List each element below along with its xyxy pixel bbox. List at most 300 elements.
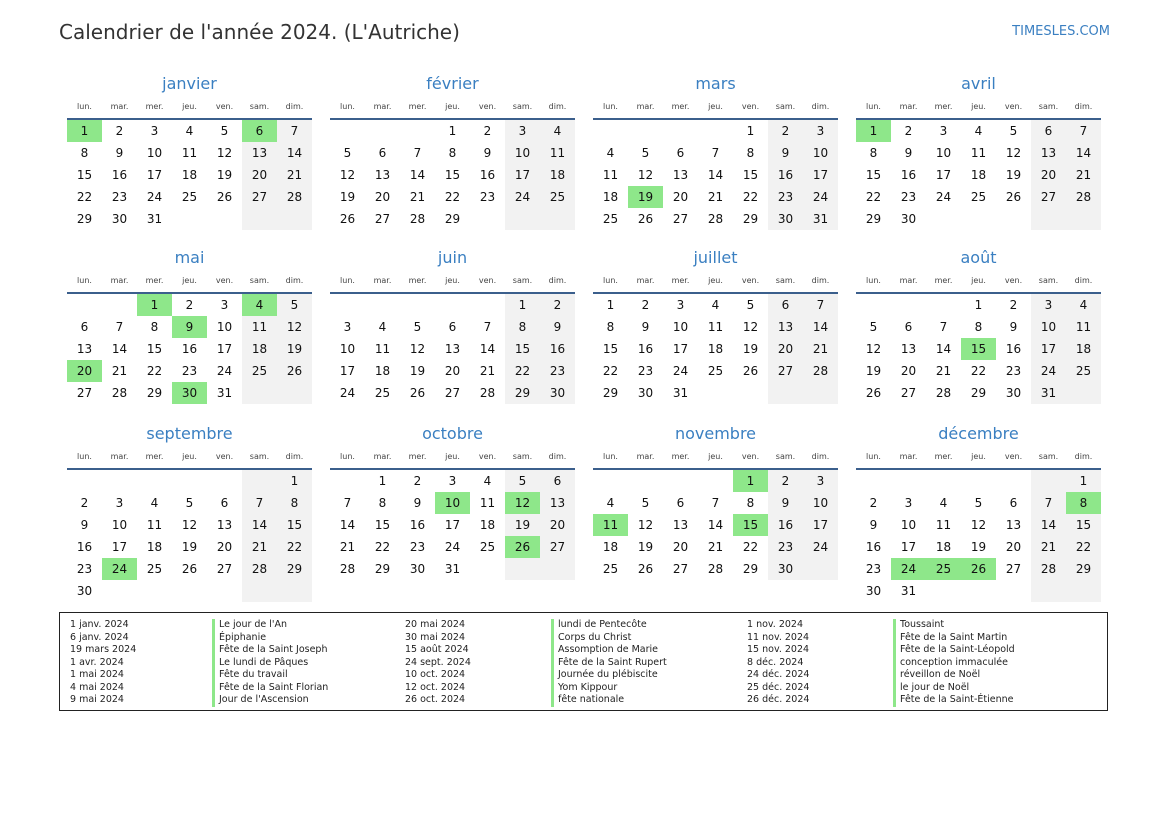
calendar-day[interactable]: 20 (900, 364, 917, 378)
calendar-day[interactable]: 30 (900, 212, 917, 226)
calendar-day[interactable]: 30 (1005, 386, 1022, 400)
calendar-day[interactable]: 20 (768, 338, 803, 360)
calendar-day[interactable]: 22 (374, 540, 391, 554)
calendar-day[interactable]: 13 (900, 342, 917, 356)
calendar-day[interactable]: 16 (637, 342, 654, 356)
calendar-day[interactable]: 14 (935, 342, 952, 356)
calendar-day[interactable]: 12 (409, 342, 426, 356)
holiday-day[interactable]: 9 (172, 316, 207, 338)
holiday-day[interactable]: 1 (137, 294, 172, 316)
calendar-day[interactable]: 9 (80, 518, 89, 532)
calendar-day[interactable]: 18 (374, 364, 391, 378)
holiday-day[interactable]: 24 (891, 558, 926, 580)
calendar-day[interactable]: 13 (242, 142, 277, 164)
calendar-day[interactable]: 9 (115, 146, 124, 160)
calendar-day[interactable]: 22 (742, 540, 759, 554)
calendar-day[interactable]: 15 (444, 168, 461, 182)
calendar-day[interactable]: 31 (900, 584, 917, 598)
calendar-day[interactable]: 3 (448, 474, 457, 488)
calendar-day[interactable]: 11 (1066, 316, 1101, 338)
calendar-day[interactable]: 1 (746, 124, 755, 138)
calendar-day[interactable]: 3 (505, 120, 540, 142)
calendar-day[interactable]: 29 (505, 382, 540, 404)
calendar-day[interactable]: 25 (242, 360, 277, 382)
calendar-day[interactable]: 14 (409, 168, 426, 182)
calendar-day[interactable]: 20 (1005, 540, 1022, 554)
calendar-day[interactable]: 23 (637, 364, 654, 378)
calendar-day[interactable]: 21 (111, 364, 128, 378)
calendar-day[interactable]: 15 (374, 518, 391, 532)
calendar-day[interactable]: 23 (900, 190, 917, 204)
holiday-day[interactable]: 30 (172, 382, 207, 404)
calendar-day[interactable]: 19 (505, 514, 540, 536)
calendar-day[interactable]: 13 (374, 168, 391, 182)
calendar-day[interactable]: 6 (378, 146, 387, 160)
calendar-day[interactable]: 7 (483, 320, 492, 334)
calendar-day[interactable]: 24 (935, 190, 952, 204)
calendar-day[interactable]: 2 (115, 124, 124, 138)
calendar-day[interactable]: 4 (606, 496, 615, 510)
calendar-day[interactable]: 29 (865, 212, 882, 226)
holiday-day[interactable]: 25 (926, 558, 961, 580)
calendar-day[interactable]: 16 (1005, 342, 1022, 356)
calendar-day[interactable]: 19 (865, 364, 882, 378)
calendar-day[interactable]: 11 (970, 146, 987, 160)
calendar-day[interactable]: 22 (444, 190, 461, 204)
calendar-day[interactable]: 10 (339, 342, 356, 356)
calendar-day[interactable]: 9 (413, 496, 422, 510)
calendar-day[interactable]: 17 (900, 540, 917, 554)
calendar-day[interactable]: 24 (505, 186, 540, 208)
calendar-day[interactable]: 29 (277, 558, 312, 580)
calendar-day[interactable]: 22 (277, 536, 312, 558)
calendar-day[interactable]: 26 (865, 386, 882, 400)
calendar-day[interactable]: 31 (216, 386, 233, 400)
calendar-day[interactable]: 28 (707, 212, 724, 226)
calendar-day[interactable]: 3 (904, 496, 913, 510)
holiday-day[interactable]: 15 (961, 338, 996, 360)
calendar-day[interactable]: 18 (970, 168, 987, 182)
calendar-day[interactable]: 5 (277, 294, 312, 316)
calendar-day[interactable]: 4 (483, 474, 492, 488)
calendar-day[interactable]: 14 (242, 514, 277, 536)
calendar-day[interactable]: 17 (339, 364, 356, 378)
calendar-day[interactable]: 3 (343, 320, 352, 334)
calendar-day[interactable]: 22 (1066, 536, 1101, 558)
calendar-day[interactable]: 19 (216, 168, 233, 182)
calendar-day[interactable]: 10 (803, 492, 838, 514)
calendar-day[interactable]: 26 (181, 562, 198, 576)
calendar-day[interactable]: 12 (865, 342, 882, 356)
calendar-day[interactable]: 19 (742, 342, 759, 356)
calendar-day[interactable]: 10 (111, 518, 128, 532)
calendar-day[interactable]: 14 (1066, 142, 1101, 164)
calendar-day[interactable]: 22 (602, 364, 619, 378)
calendar-day[interactable]: 8 (80, 146, 89, 160)
calendar-day[interactable]: 28 (935, 386, 952, 400)
calendar-day[interactable]: 28 (1031, 558, 1066, 580)
calendar-day[interactable]: 4 (378, 320, 387, 334)
calendar-day[interactable]: 27 (444, 386, 461, 400)
calendar-day[interactable]: 11 (602, 168, 619, 182)
holiday-day[interactable]: 10 (435, 492, 470, 514)
calendar-day[interactable]: 5 (1009, 124, 1018, 138)
calendar-day[interactable]: 6 (904, 320, 913, 334)
calendar-day[interactable]: 30 (76, 584, 93, 598)
calendar-day[interactable]: 16 (900, 168, 917, 182)
calendar-day[interactable]: 17 (146, 168, 163, 182)
calendar-day[interactable]: 28 (707, 562, 724, 576)
calendar-day[interactable]: 12 (637, 168, 654, 182)
calendar-day[interactable]: 10 (672, 320, 689, 334)
calendar-day[interactable]: 30 (768, 208, 803, 230)
calendar-day[interactable]: 28 (242, 558, 277, 580)
calendar-day[interactable]: 15 (146, 342, 163, 356)
holiday-day[interactable]: 8 (1066, 492, 1101, 514)
calendar-day[interactable]: 10 (803, 142, 838, 164)
calendar-day[interactable]: 25 (146, 562, 163, 576)
calendar-day[interactable]: 5 (343, 146, 352, 160)
calendar-day[interactable]: 3 (676, 298, 685, 312)
calendar-day[interactable]: 23 (111, 190, 128, 204)
calendar-day[interactable]: 10 (505, 142, 540, 164)
calendar-day[interactable]: 2 (1009, 298, 1018, 312)
calendar-day[interactable]: 19 (409, 364, 426, 378)
calendar-day[interactable]: 27 (374, 212, 391, 226)
calendar-day[interactable]: 7 (413, 146, 422, 160)
calendar-day[interactable]: 26 (637, 562, 654, 576)
calendar-day[interactable]: 23 (768, 186, 803, 208)
calendar-day[interactable]: 1 (606, 298, 615, 312)
calendar-day[interactable]: 6 (80, 320, 89, 334)
calendar-day[interactable]: 17 (1031, 338, 1066, 360)
calendar-day[interactable]: 12 (339, 168, 356, 182)
calendar-day[interactable]: 22 (865, 190, 882, 204)
calendar-day[interactable]: 15 (505, 338, 540, 360)
calendar-day[interactable]: 14 (339, 518, 356, 532)
holiday-day[interactable]: 26 (505, 536, 540, 558)
calendar-day[interactable]: 2 (641, 298, 650, 312)
calendar-day[interactable]: 16 (409, 518, 426, 532)
calendar-day[interactable]: 21 (1066, 164, 1101, 186)
calendar-day[interactable]: 12 (216, 146, 233, 160)
calendar-day[interactable]: 7 (242, 492, 277, 514)
calendar-day[interactable]: 16 (540, 338, 575, 360)
calendar-day[interactable]: 13 (216, 518, 233, 532)
calendar-day[interactable]: 11 (935, 518, 952, 532)
calendar-day[interactable]: 7 (803, 294, 838, 316)
calendar-day[interactable]: 27 (76, 386, 93, 400)
calendar-day[interactable]: 18 (242, 338, 277, 360)
site-link[interactable]: TIMESLES.COM (1012, 24, 1110, 39)
holiday-day[interactable]: 1 (856, 120, 891, 142)
calendar-day[interactable]: 25 (540, 186, 575, 208)
calendar-day[interactable]: 19 (181, 540, 198, 554)
calendar-day[interactable]: 15 (865, 168, 882, 182)
holiday-day[interactable]: 20 (67, 360, 102, 382)
calendar-day[interactable]: 21 (479, 364, 496, 378)
calendar-day[interactable]: 18 (602, 540, 619, 554)
calendar-day[interactable]: 18 (540, 164, 575, 186)
calendar-day[interactable]: 31 (444, 562, 461, 576)
calendar-day[interactable]: 2 (768, 470, 803, 492)
calendar-day[interactable]: 9 (904, 146, 913, 160)
calendar-day[interactable]: 26 (637, 212, 654, 226)
calendar-day[interactable]: 7 (277, 120, 312, 142)
calendar-day[interactable]: 26 (339, 212, 356, 226)
calendar-day[interactable]: 19 (339, 190, 356, 204)
calendar-day[interactable]: 12 (637, 518, 654, 532)
calendar-day[interactable]: 9 (768, 142, 803, 164)
calendar-day[interactable]: 24 (339, 386, 356, 400)
calendar-day[interactable]: 5 (869, 320, 878, 334)
calendar-day[interactable]: 25 (1066, 360, 1101, 382)
calendar-day[interactable]: 11 (242, 316, 277, 338)
calendar-day[interactable]: 22 (970, 364, 987, 378)
calendar-day[interactable]: 8 (869, 146, 878, 160)
calendar-day[interactable]: 29 (970, 386, 987, 400)
calendar-day[interactable]: 20 (672, 190, 689, 204)
calendar-day[interactable]: 6 (448, 320, 457, 334)
calendar-day[interactable]: 3 (115, 496, 124, 510)
calendar-day[interactable]: 29 (146, 386, 163, 400)
calendar-day[interactable]: 4 (540, 120, 575, 142)
calendar-day[interactable]: 20 (1031, 164, 1066, 186)
calendar-day[interactable]: 31 (146, 212, 163, 226)
calendar-day[interactable]: 29 (374, 562, 391, 576)
calendar-day[interactable]: 27 (242, 186, 277, 208)
calendar-day[interactable]: 14 (707, 168, 724, 182)
holiday-day[interactable]: 15 (733, 514, 768, 536)
calendar-day[interactable]: 15 (742, 168, 759, 182)
calendar-day[interactable]: 7 (939, 320, 948, 334)
calendar-day[interactable]: 22 (146, 364, 163, 378)
calendar-day[interactable]: 14 (803, 316, 838, 338)
calendar-day[interactable]: 23 (540, 360, 575, 382)
calendar-day[interactable]: 30 (540, 382, 575, 404)
calendar-day[interactable]: 28 (409, 212, 426, 226)
calendar-day[interactable]: 30 (637, 386, 654, 400)
holiday-day[interactable]: 24 (102, 558, 137, 580)
holiday-day[interactable]: 26 (961, 558, 996, 580)
calendar-day[interactable]: 26 (216, 190, 233, 204)
calendar-day[interactable]: 29 (76, 212, 93, 226)
calendar-day[interactable]: 13 (1005, 518, 1022, 532)
calendar-day[interactable]: 31 (1031, 382, 1066, 404)
calendar-day[interactable]: 2 (185, 298, 194, 312)
calendar-day[interactable]: 13 (1031, 142, 1066, 164)
calendar-day[interactable]: 25 (374, 386, 391, 400)
calendar-day[interactable]: 23 (768, 536, 803, 558)
calendar-day[interactable]: 27 (672, 562, 689, 576)
calendar-day[interactable]: 26 (277, 360, 312, 382)
calendar-day[interactable]: 13 (76, 342, 93, 356)
calendar-day[interactable]: 13 (540, 492, 575, 514)
calendar-day[interactable]: 7 (711, 146, 720, 160)
calendar-day[interactable]: 6 (676, 146, 685, 160)
calendar-day[interactable]: 9 (1009, 320, 1018, 334)
calendar-day[interactable]: 21 (242, 536, 277, 558)
calendar-day[interactable]: 14 (479, 342, 496, 356)
calendar-day[interactable]: 20 (242, 164, 277, 186)
calendar-day[interactable]: 18 (707, 342, 724, 356)
calendar-day[interactable]: 3 (803, 470, 838, 492)
calendar-day[interactable]: 17 (444, 518, 461, 532)
calendar-day[interactable]: 23 (865, 562, 882, 576)
calendar-day[interactable]: 2 (483, 124, 492, 138)
calendar-day[interactable]: 11 (707, 320, 724, 334)
calendar-day[interactable]: 19 (277, 338, 312, 360)
calendar-day[interactable]: 3 (1031, 294, 1066, 316)
calendar-day[interactable]: 6 (676, 496, 685, 510)
calendar-day[interactable]: 28 (111, 386, 128, 400)
calendar-day[interactable]: 18 (602, 190, 619, 204)
calendar-day[interactable]: 30 (768, 558, 803, 580)
calendar-day[interactable]: 16 (76, 540, 93, 554)
calendar-day[interactable]: 4 (606, 146, 615, 160)
calendar-day[interactable]: 18 (935, 540, 952, 554)
holiday-day[interactable]: 1 (67, 120, 102, 142)
calendar-day[interactable]: 11 (146, 518, 163, 532)
calendar-day[interactable]: 1 (448, 124, 457, 138)
calendar-day[interactable]: 21 (803, 338, 838, 360)
calendar-day[interactable]: 31 (803, 208, 838, 230)
calendar-day[interactable]: 3 (803, 120, 838, 142)
calendar-day[interactable]: 7 (1066, 120, 1101, 142)
calendar-day[interactable]: 2 (904, 124, 913, 138)
calendar-day[interactable]: 1 (1066, 470, 1101, 492)
calendar-day[interactable]: 30 (111, 212, 128, 226)
calendar-day[interactable]: 23 (409, 540, 426, 554)
holiday-day[interactable]: 11 (593, 514, 628, 536)
calendar-day[interactable]: 4 (1066, 294, 1101, 316)
calendar-day[interactable]: 5 (974, 496, 983, 510)
calendar-day[interactable]: 28 (803, 360, 838, 382)
calendar-day[interactable]: 6 (1009, 496, 1018, 510)
calendar-day[interactable]: 19 (1005, 168, 1022, 182)
calendar-day[interactable]: 6 (540, 470, 575, 492)
calendar-day[interactable]: 11 (181, 146, 198, 160)
calendar-day[interactable]: 30 (865, 584, 882, 598)
calendar-day[interactable]: 4 (974, 124, 983, 138)
calendar-day[interactable]: 14 (277, 142, 312, 164)
calendar-day[interactable]: 21 (935, 364, 952, 378)
calendar-day[interactable]: 25 (970, 190, 987, 204)
calendar-day[interactable]: 23 (1005, 364, 1022, 378)
calendar-day[interactable]: 21 (277, 164, 312, 186)
calendar-day[interactable]: 22 (505, 360, 540, 382)
calendar-day[interactable]: 10 (935, 146, 952, 160)
calendar-day[interactable]: 8 (448, 146, 457, 160)
calendar-day[interactable]: 21 (707, 190, 724, 204)
calendar-day[interactable]: 7 (1031, 492, 1066, 514)
calendar-day[interactable]: 28 (277, 186, 312, 208)
holiday-day[interactable]: 1 (733, 470, 768, 492)
calendar-day[interactable]: 8 (277, 492, 312, 514)
calendar-day[interactable]: 22 (742, 190, 759, 204)
calendar-day[interactable]: 30 (409, 562, 426, 576)
calendar-day[interactable]: 2 (768, 120, 803, 142)
calendar-day[interactable]: 12 (970, 518, 987, 532)
calendar-day[interactable]: 10 (1031, 316, 1066, 338)
calendar-day[interactable]: 7 (343, 496, 352, 510)
holiday-day[interactable]: 12 (505, 492, 540, 514)
calendar-day[interactable]: 17 (803, 514, 838, 536)
calendar-day[interactable]: 19 (970, 540, 987, 554)
calendar-day[interactable]: 16 (768, 514, 803, 536)
calendar-day[interactable]: 24 (444, 540, 461, 554)
calendar-day[interactable]: 10 (146, 146, 163, 160)
calendar-day[interactable]: 18 (146, 540, 163, 554)
calendar-day[interactable]: 19 (637, 540, 654, 554)
calendar-day[interactable]: 16 (479, 168, 496, 182)
calendar-day[interactable]: 31 (672, 386, 689, 400)
calendar-day[interactable]: 17 (216, 342, 233, 356)
calendar-day[interactable]: 17 (935, 168, 952, 182)
calendar-day[interactable]: 8 (505, 316, 540, 338)
calendar-day[interactable]: 7 (115, 320, 124, 334)
calendar-day[interactable]: 12 (1005, 146, 1022, 160)
calendar-day[interactable]: 10 (216, 320, 233, 334)
calendar-day[interactable]: 21 (1031, 536, 1066, 558)
calendar-day[interactable]: 24 (672, 364, 689, 378)
calendar-day[interactable]: 27 (1031, 186, 1066, 208)
calendar-day[interactable]: 24 (146, 190, 163, 204)
calendar-day[interactable]: 2 (869, 496, 878, 510)
calendar-day[interactable]: 2 (413, 474, 422, 488)
calendar-day[interactable]: 27 (900, 386, 917, 400)
calendar-day[interactable]: 5 (746, 298, 755, 312)
calendar-day[interactable]: 24 (1031, 360, 1066, 382)
calendar-day[interactable]: 1 (974, 298, 983, 312)
calendar-day[interactable]: 27 (768, 360, 803, 382)
calendar-day[interactable]: 29 (742, 212, 759, 226)
calendar-day[interactable]: 23 (479, 190, 496, 204)
calendar-day[interactable]: 17 (672, 342, 689, 356)
calendar-day[interactable]: 23 (181, 364, 198, 378)
calendar-day[interactable]: 22 (76, 190, 93, 204)
calendar-day[interactable]: 13 (768, 316, 803, 338)
calendar-day[interactable]: 4 (185, 124, 194, 138)
calendar-day[interactable]: 12 (277, 316, 312, 338)
calendar-day[interactable]: 20 (540, 514, 575, 536)
calendar-day[interactable]: 28 (479, 386, 496, 400)
calendar-day[interactable]: 3 (220, 298, 229, 312)
calendar-day[interactable]: 9 (641, 320, 650, 334)
calendar-day[interactable]: 20 (444, 364, 461, 378)
calendar-day[interactable]: 14 (1031, 514, 1066, 536)
calendar-day[interactable]: 20 (216, 540, 233, 554)
calendar-day[interactable]: 4 (711, 298, 720, 312)
calendar-day[interactable]: 29 (1066, 558, 1101, 580)
calendar-day[interactable]: 10 (900, 518, 917, 532)
calendar-day[interactable]: 3 (150, 124, 159, 138)
calendar-day[interactable]: 26 (1005, 190, 1022, 204)
calendar-day[interactable]: 7 (711, 496, 720, 510)
calendar-day[interactable]: 12 (742, 320, 759, 334)
calendar-day[interactable]: 24 (803, 186, 838, 208)
calendar-day[interactable]: 6 (1031, 120, 1066, 142)
calendar-day[interactable]: 15 (1066, 514, 1101, 536)
holiday-day[interactable]: 4 (242, 294, 277, 316)
calendar-day[interactable]: 15 (277, 514, 312, 536)
calendar-day[interactable]: 16 (111, 168, 128, 182)
calendar-day[interactable]: 5 (641, 496, 650, 510)
calendar-day[interactable]: 4 (150, 496, 159, 510)
calendar-day[interactable]: 20 (374, 190, 391, 204)
calendar-day[interactable]: 11 (479, 496, 496, 510)
calendar-day[interactable]: 27 (540, 536, 575, 558)
